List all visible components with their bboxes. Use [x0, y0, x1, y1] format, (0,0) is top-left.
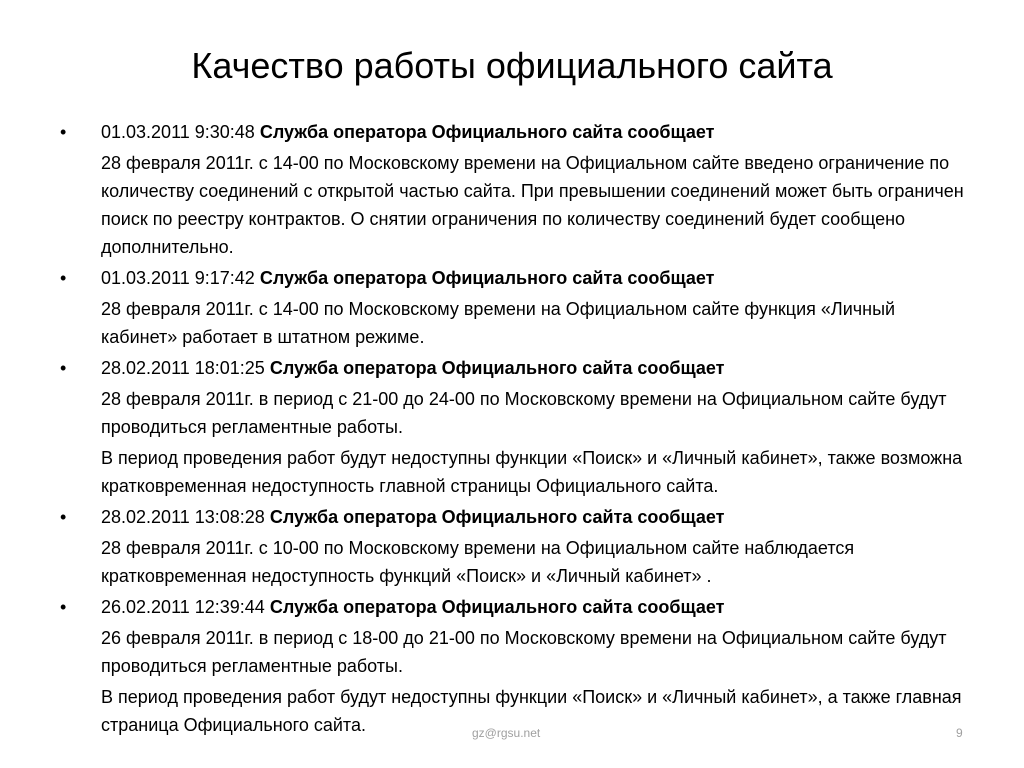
news-datetime: 28.02.2011 18:01:25 [101, 358, 265, 378]
news-datetime: 01.03.2011 9:17:42 [101, 268, 255, 288]
news-paragraph: 28 февраля 2011г. с 14-00 по Московскому времени на Официальном сайте функция «Личный кабинет» работает в штатном режиме. [101, 299, 896, 347]
news-paragraph: 28 февраля 2011г. в период с 21-00 до 24-00 по Московскому времени на Официальном сайте будут проводиться регламентные работы. [101, 389, 947, 437]
news-datetime: 01.03.2011 9:30:48 [101, 122, 255, 142]
news-paragraph: В период проведения работ будут недоступны функции «Поиск» и «Личный кабинет», а также главная страница Официального сайта. [101, 687, 962, 735]
bullet-icon: • [60, 597, 67, 617]
page-number: 9 [956, 726, 963, 740]
news-item-header [55, 354, 965, 382]
news-item [55, 503, 965, 590]
news-heading: Служба оператора Официального сайта сообщает [269, 358, 725, 378]
footer-email: gz@rgsu.net [472, 726, 541, 740]
news-item-header [55, 503, 965, 531]
news-paragraph: 26 февраля 2011г. в период с 18-00 до 21-00 по Московскому времени на Официальном сайте будут проводиться регламентные работы. [101, 628, 947, 676]
news-item [55, 593, 965, 739]
slide-title: Качество работы официального сайта [191, 45, 833, 86]
news-datetime: 28.02.2011 13:08:28 [101, 507, 265, 527]
bullet-icon: • [60, 358, 67, 378]
news-heading: Служба оператора Официального сайта сообщает [259, 122, 715, 142]
news-heading: Служба оператора Официального сайта сообщает [259, 268, 715, 288]
bullet-icon: • [60, 268, 67, 288]
news-item [55, 118, 965, 261]
news-paragraph: 28 февраля 2011г. с 10-00 по Московскому времени на Официальном сайте наблюдается кратковременная недоступность функций «Поиск» и «Личный кабинет» . [101, 538, 855, 586]
news-item-header [55, 593, 965, 621]
news-item [55, 264, 965, 351]
bullet-icon: • [60, 507, 67, 527]
news-datetime: 26.02.2011 12:39:44 [101, 597, 265, 617]
news-item [55, 354, 965, 500]
news-paragraph: В период проведения работ будут недоступны функции «Поиск» и «Личный кабинет», также возможна кратковременная недоступность главной страницы Официального сайта. [101, 448, 963, 496]
news-item-header [55, 264, 965, 292]
news-item-header [55, 118, 965, 146]
bullet-icon: • [60, 122, 67, 142]
news-list [55, 118, 965, 742]
news-paragraph: 28 февраля 2011г. с 14-00 по Московскому времени на Официальном сайте введено ограничение по количеству соединений с открытой частью сайта. При превышении соединений может быть ограничен поиск по реестру контрактов. О снятии ограничения по количеству соединений будет сообщено дополнительно. [101, 153, 964, 257]
news-heading: Служба оператора Официального сайта сообщает [269, 507, 725, 527]
news-heading: Служба оператора Официального сайта сообщает [269, 597, 725, 617]
